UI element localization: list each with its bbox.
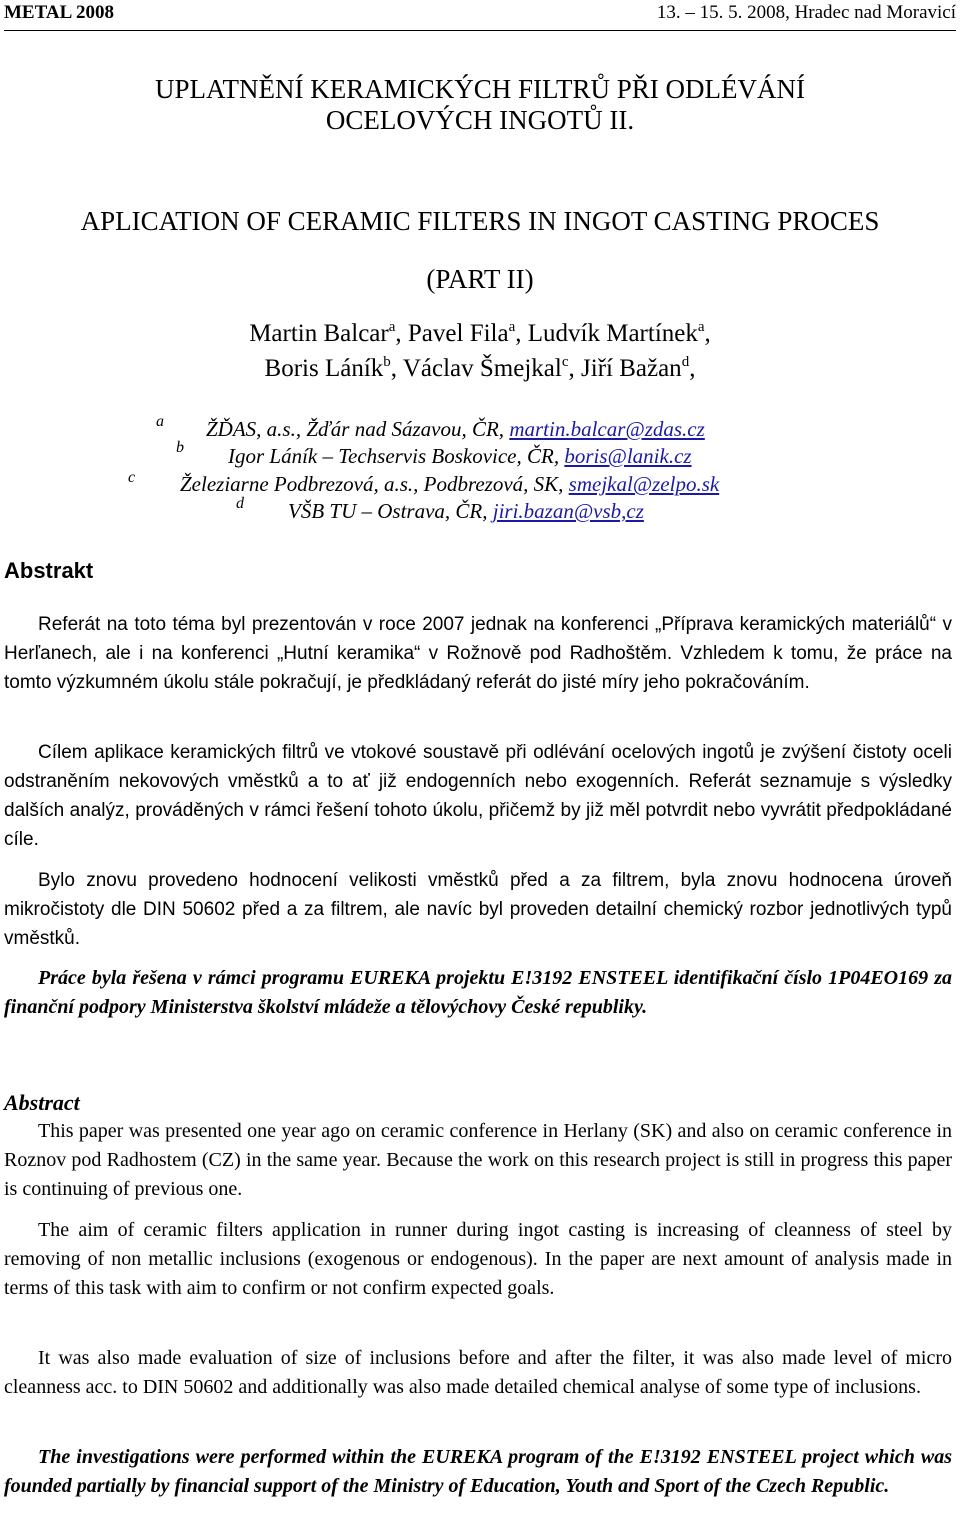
author-name: Václav Šmejkal xyxy=(402,355,562,382)
author-name: Martin Balcar xyxy=(249,320,389,347)
affiliation-mark-b: b xyxy=(176,439,184,456)
abstrakt-funding-note: Práce byla řešena v rámci programu EUREKA projektu E!3192 ENSTEEL identifikační číslo 1P04EO169 za finanční podpory Ministerstva školství mládeže a tělovýchovy České republiky. xyxy=(4,967,952,1018)
conference-name: METAL 2008 xyxy=(4,2,114,23)
author-line-1: Martin Balcar$^a$, Pavel Fila$^a$, Ludvík Martínek$^a$, xyxy=(249,319,711,347)
abstract-paragraph-2: The aim of ceramic filters application in runner during ingot casting is increasing of cleanness of steel by removing of non metallic inclusions (exogenous or endogenous). In the paper are next amount of analysis made in terms of this task with aim to confirm or not confirm expected goals. xyxy=(4,1219,952,1299)
author-affiliation-mark: d xyxy=(681,354,690,370)
affiliation-email-link[interactable]: jiri.bazan@vsb,cz xyxy=(492,499,644,523)
title-english xyxy=(0,192,960,308)
affiliation-email-link[interactable]: martin.balcar@zdas.cz xyxy=(509,417,705,441)
abstrakt-paragraph-3: Bylo znovu provedeno hodnocení velikosti vměstků před a za filtrem, byla znovu hodnocena úroveň mikročistoty dle DIN 50602 před a za filtrem, ale navíc byl proveden detailní chemický rozbor jednotlivých typů vměstků. xyxy=(4,870,952,949)
affiliation-d xyxy=(288,498,644,524)
affiliation-b xyxy=(228,443,692,469)
affiliation-text: VŠB TU – Ostrava, ČR, xyxy=(288,499,493,523)
title-english-line-1: APLICATION OF CERAMIC FILTERS IN INGOT CASTING PROCES xyxy=(80,206,880,236)
author-name: Ludvík Martínek xyxy=(527,320,698,347)
affiliation-email-link[interactable]: smejkal@zelpo.sk xyxy=(568,472,720,496)
affiliation-mark-d: d xyxy=(236,495,244,512)
author-name: Boris Láník xyxy=(264,355,384,382)
title-czech xyxy=(0,74,960,136)
conference-date-place: 13. – 15. 5. 2008, Hradec nad Moravicí xyxy=(656,2,956,23)
author-name: Pavel Fila xyxy=(407,320,509,347)
affiliation-text: Igor Láník – Techservis Boskovice, ČR, xyxy=(228,444,565,468)
author-line-2: Boris Láník$^b$, Václav Šmejkal$^c$, Jiří Bažan$^d$, xyxy=(264,354,696,382)
author-affiliation-mark: a xyxy=(697,319,705,335)
author-name: Jiří Bažan xyxy=(581,355,682,382)
abstrakt-paragraph-1: Referát na toto téma byl prezentován v roce 2007 jednak na konferenci „Příprava keramických materiálů“ v Herľanech, ale i na konferenci „Hutní keramika“ v Rožnově pod Radhoštěm. Vzhledem k tomu, že práce na tomto výzkumném úkolu stále pokračují, je předkládaný referát do jisté míry jeho pokračováním. xyxy=(4,614,952,693)
author-affiliation-mark: b xyxy=(383,354,391,370)
abstrakt-heading: Abstrakt xyxy=(4,558,94,583)
author-affiliation-mark: a xyxy=(388,319,396,335)
abstract-paragraph-1: This paper was presented one year ago on ceramic conference in Herlany (SK) and also on ceramic conference in Roznov pod Radhostem (CZ) in the same year. Because the work on this research project is still in progress this paper is continuing of previous one. xyxy=(4,1120,952,1200)
abstract-paragraph-3: It was also made evaluation of size of inclusions before and after the filter, it was also made level of micro cleanness acc. to DIN 50602 and additionally was also made detailed chemical analyse of some type of inclusions. xyxy=(4,1347,952,1398)
running-header xyxy=(4,0,956,31)
title-czech-line-1: UPLATNĚNÍ KERAMICKÝCH FILTRŮ PŘI ODLÉVÁNÍ xyxy=(154,74,805,104)
affiliation-mark-c: c xyxy=(128,469,136,486)
abstract-funding-note: The investigations were performed within the EUREKA program of the E!3192 ENSTEEL project which was founded partially by financial support of the Ministry of Education, Youth and Sport of the Czech Republic. xyxy=(4,1446,952,1497)
abstrakt-paragraph-2: Cílem aplikace keramických filtrů ve vtokové soustavě při odlévání ocelových ingotů je zvýšení čistoty oceli odstraněním nekovových vměstků a to ať již endogenních nebo exogenních. Referát seznamuje s výsledky dalších analýz, prováděných v rámci řešení tohoto úkolu, přičemž by již měl potvrdit nebo vyvrátit předpokládané cíle. xyxy=(4,742,952,850)
affiliation-text: Železiarne Podbrezová, a.s., Podbrezová, SK, xyxy=(180,472,569,496)
abstract-heading: Abstract xyxy=(4,1090,80,1115)
author-list xyxy=(0,316,960,386)
author-affiliation-mark: c xyxy=(561,354,569,370)
affiliation-email-link[interactable]: boris@lanik.cz xyxy=(564,444,692,468)
author-affiliation-mark: a xyxy=(508,319,516,335)
affiliation-text: ŽĎAS, a.s., Žďár nad Sázavou, ČR, xyxy=(206,417,510,441)
title-czech-line-2: OCELOVÝCH INGOTŮ II. xyxy=(325,105,635,135)
title-english-line-2: (PART II) xyxy=(426,264,534,294)
affiliation-c xyxy=(180,471,719,497)
affiliation-a xyxy=(206,416,705,442)
affiliation-mark-a: a xyxy=(156,413,164,430)
